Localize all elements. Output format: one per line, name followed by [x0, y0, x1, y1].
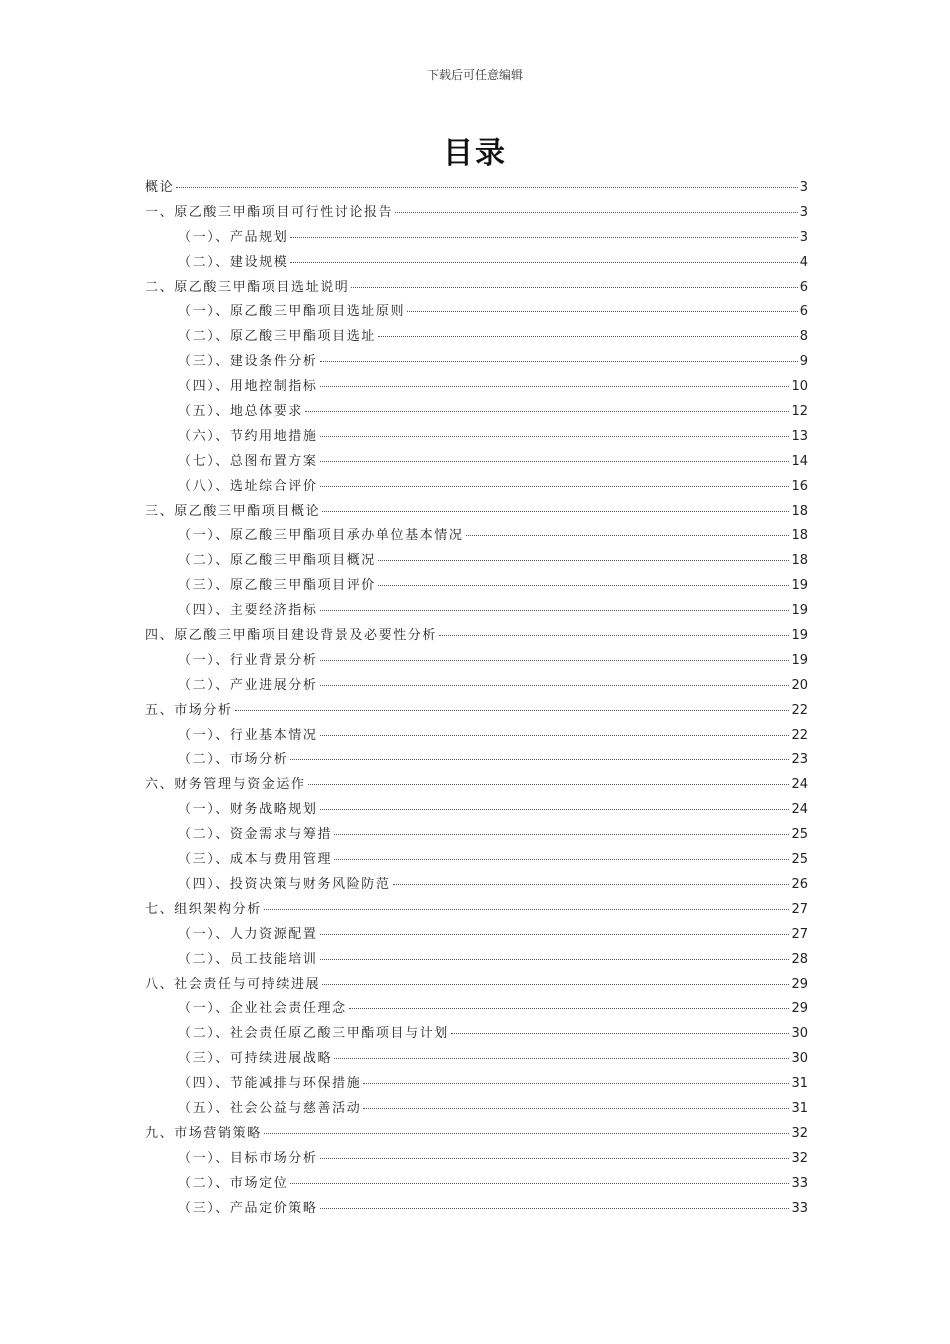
toc-dot-leader — [407, 311, 798, 312]
toc-entry-page-number: 24 — [791, 777, 808, 793]
toc-dot-leader — [320, 486, 790, 487]
toc-entry-page-number: 23 — [791, 752, 808, 768]
toc-entry-page-number: 13 — [791, 428, 808, 444]
toc-entry-label: （八）、选址综合评价 — [178, 478, 318, 494]
toc-dot-leader — [320, 1158, 790, 1159]
toc-dot-leader — [320, 735, 790, 736]
toc-dot-leader — [451, 1033, 790, 1034]
toc-dot-leader — [393, 884, 790, 885]
toc-entry[interactable] — [145, 874, 808, 899]
toc-dot-leader — [290, 262, 797, 263]
toc-dot-leader — [334, 859, 789, 860]
toc-entry-label: （七）、总图布置方案 — [178, 453, 318, 469]
toc-entry[interactable] — [145, 575, 808, 600]
toc-entry-page-number: 6 — [799, 304, 808, 320]
toc-entry-label: 概论 — [145, 180, 175, 195]
toc-entry-page-number: 28 — [791, 951, 808, 967]
toc-entry[interactable] — [145, 401, 808, 426]
toc-entry[interactable] — [145, 974, 808, 999]
table-of-contents — [145, 177, 808, 1222]
toc-entry-label: 六、财务管理与资金运作 — [145, 777, 306, 793]
toc-entry-label: （二）、员工技能培训 — [178, 951, 318, 967]
toc-entry-label: 九、市场营销策略 — [145, 1125, 262, 1141]
toc-entry[interactable] — [145, 1023, 808, 1048]
toc-entry-page-number: 3 — [799, 180, 808, 195]
toc-entry[interactable] — [145, 824, 808, 849]
toc-entry[interactable] — [145, 476, 808, 501]
toc-entry[interactable] — [145, 899, 808, 924]
toc-entry-label: （四）、用地控制指标 — [178, 379, 318, 395]
toc-dot-leader — [378, 560, 790, 561]
toc-dot-leader — [320, 386, 790, 387]
toc-dot-leader — [320, 361, 798, 362]
toc-dot-leader — [320, 959, 790, 960]
toc-dot-leader — [235, 710, 790, 711]
toc-entry-label: （二）、原乙酸三甲酯项目选址 — [178, 329, 376, 345]
toc-entry-label: （二）、资金需求与筹措 — [178, 827, 333, 843]
toc-dot-leader — [363, 1108, 789, 1109]
toc-entry-page-number: 33 — [791, 1200, 808, 1216]
toc-entry[interactable] — [145, 426, 808, 451]
toc-entry-page-number: 31 — [791, 1100, 808, 1116]
toc-entry-label: 三、原乙酸三甲酯项目概论 — [145, 503, 321, 519]
toc-entry-label: （二）、市场定位 — [178, 1175, 289, 1191]
toc-entry-page-number: 10 — [791, 379, 808, 395]
toc-dot-leader — [320, 436, 790, 437]
toc-entry[interactable] — [145, 650, 808, 675]
toc-dot-leader — [290, 237, 797, 238]
toc-entry-label: 五、市场分析 — [145, 702, 233, 718]
toc-entry[interactable] — [145, 202, 808, 227]
toc-entry-label: （四）、投资决策与财务风险防范 — [178, 876, 391, 892]
toc-entry-label: （一）、原乙酸三甲酯项目选址原则 — [178, 304, 406, 320]
toc-entry-label: （二）、市场分析 — [178, 752, 289, 768]
toc-dot-leader — [176, 187, 798, 188]
toc-entry[interactable] — [145, 849, 808, 874]
toc-entry-label: （一）、人力资源配置 — [178, 926, 318, 942]
toc-entry-label: （二）、产业进展分析 — [178, 677, 318, 693]
toc-dot-leader — [290, 759, 789, 760]
toc-entry-label: （一）、行业背景分析 — [178, 652, 318, 668]
toc-dot-leader — [439, 635, 789, 636]
toc-entry-page-number: 14 — [791, 453, 808, 469]
toc-entry-page-number: 20 — [791, 677, 808, 693]
toc-entry[interactable] — [145, 252, 808, 277]
toc-entry-label: 七、组织架构分析 — [145, 901, 262, 917]
toc-entry-label: （五）、社会公益与慈善活动 — [178, 1100, 362, 1116]
toc-dot-leader — [322, 511, 789, 512]
toc-entry-page-number: 30 — [791, 1051, 808, 1067]
toc-entry-page-number: 25 — [791, 827, 808, 843]
toc-entry[interactable] — [145, 700, 808, 725]
toc-entry-label: （三）、产品定价策略 — [178, 1200, 318, 1216]
toc-entry[interactable] — [145, 1123, 808, 1148]
toc-entry[interactable] — [145, 799, 808, 824]
toc-dot-leader — [320, 809, 790, 810]
toc-dot-leader — [334, 1058, 789, 1059]
toc-entry-page-number: 31 — [791, 1076, 808, 1092]
toc-dot-leader — [290, 1183, 789, 1184]
toc-dot-leader — [349, 1008, 790, 1009]
toc-entry-page-number: 19 — [791, 628, 808, 644]
toc-entry-label: （三）、原乙酸三甲酯项目评价 — [178, 578, 376, 594]
toc-entry-page-number: 12 — [791, 404, 808, 420]
toc-dot-leader — [378, 585, 790, 586]
toc-dot-leader — [466, 535, 790, 536]
toc-entry[interactable] — [145, 949, 808, 974]
toc-entry-page-number: 22 — [791, 702, 808, 718]
toc-entry-page-number: 6 — [799, 279, 808, 295]
toc-dot-leader — [334, 834, 789, 835]
toc-entry-label: 一、原乙酸三甲酯项目可行性讨论报告 — [145, 204, 394, 220]
toc-dot-leader — [264, 909, 790, 910]
toc-dot-leader — [305, 411, 790, 412]
toc-dot-leader — [264, 1133, 790, 1134]
toc-dot-leader — [320, 685, 790, 686]
toc-entry[interactable] — [145, 749, 808, 774]
toc-dot-leader — [320, 660, 790, 661]
toc-entry-label: （五）、地总体要求 — [178, 404, 303, 420]
toc-entry-page-number: 33 — [791, 1175, 808, 1191]
toc-entry-page-number: 19 — [791, 652, 808, 668]
toc-entry-label: （六）、节约用地措施 — [178, 428, 318, 444]
toc-entry[interactable] — [145, 501, 808, 526]
toc-entry[interactable] — [145, 550, 808, 575]
toc-entry-label: （二）、社会责任原乙酸三甲酯项目与计划 — [178, 1026, 449, 1042]
toc-dot-leader — [320, 934, 790, 935]
toc-entry-label: （一）、行业基本情况 — [178, 727, 318, 743]
toc-entry-page-number: 25 — [791, 852, 808, 868]
toc-entry-label: （一）、原乙酸三甲酯项目承办单位基本情况 — [178, 528, 464, 544]
toc-entry-page-number: 29 — [791, 976, 808, 992]
toc-entry-page-number: 9 — [799, 354, 808, 370]
toc-entry-label: （一）、财务战略规划 — [178, 802, 318, 818]
toc-entry[interactable] — [145, 1148, 808, 1173]
toc-entry[interactable] — [145, 725, 808, 750]
toc-entry-page-number: 4 — [799, 254, 808, 270]
toc-entry-label: （一）、企业社会责任理念 — [178, 1001, 347, 1017]
toc-entry[interactable] — [145, 1173, 808, 1198]
toc-dot-leader — [320, 461, 790, 462]
toc-dot-leader — [322, 984, 789, 985]
toc-entry-page-number: 19 — [791, 603, 808, 619]
toc-entry-page-number: 27 — [791, 901, 808, 917]
page-header: 下载后可任意编辑 — [426, 68, 523, 82]
toc-entry[interactable] — [145, 625, 808, 650]
toc-dot-leader — [395, 212, 798, 213]
toc-entry-label: （四）、主要经济指标 — [178, 603, 318, 619]
toc-entry-page-number: 29 — [791, 1001, 808, 1017]
toc-entry[interactable] — [145, 451, 808, 476]
toc-entry-page-number: 30 — [791, 1026, 808, 1042]
toc-dot-leader — [320, 610, 790, 611]
toc-entry-page-number: 8 — [799, 329, 808, 345]
toc-dot-leader — [351, 287, 797, 288]
page-title: 目录 — [443, 136, 507, 171]
toc-entry-page-number: 24 — [791, 802, 808, 818]
toc-dot-leader — [320, 1208, 790, 1209]
toc-entry[interactable] — [145, 326, 808, 351]
toc-entry[interactable] — [145, 1198, 808, 1223]
toc-entry[interactable] — [145, 998, 808, 1023]
toc-entry-label: 八、社会责任与可持续进展 — [145, 976, 321, 992]
toc-entry-label: 四、原乙酸三甲酯项目建设背景及必要性分析 — [145, 628, 438, 644]
toc-entry-page-number: 32 — [791, 1150, 808, 1166]
toc-entry[interactable] — [145, 351, 808, 376]
toc-entry-label: （二）、原乙酸三甲酯项目概况 — [178, 553, 376, 569]
toc-entry[interactable] — [145, 1098, 808, 1123]
toc-entry-page-number: 3 — [799, 229, 808, 245]
toc-dot-leader — [363, 1083, 789, 1084]
toc-entry-label: （四）、节能减排与环保措施 — [178, 1076, 362, 1092]
toc-entry[interactable] — [145, 177, 808, 202]
toc-entry-label: （一）、产品规划 — [178, 229, 289, 245]
toc-entry-page-number: 18 — [791, 528, 808, 544]
toc-entry-page-number: 16 — [791, 478, 808, 494]
toc-entry-label: 二、原乙酸三甲酯项目选址说明 — [145, 279, 350, 295]
toc-entry-page-number: 3 — [799, 204, 808, 220]
toc-entry[interactable] — [145, 525, 808, 550]
toc-entry[interactable] — [145, 1073, 808, 1098]
toc-entry-page-number: 19 — [791, 578, 808, 594]
toc-dot-leader — [378, 336, 798, 337]
toc-entry-page-number: 32 — [791, 1125, 808, 1141]
toc-entry-label: （三）、可持续进展战略 — [178, 1051, 333, 1067]
toc-entry[interactable] — [145, 1048, 808, 1073]
toc-entry[interactable] — [145, 675, 808, 700]
toc-entry-page-number: 18 — [791, 553, 808, 569]
toc-entry-label: （一）、目标市场分析 — [178, 1150, 318, 1166]
toc-entry[interactable] — [145, 924, 808, 949]
toc-entry-label: （三）、建设条件分析 — [178, 354, 318, 370]
toc-entry[interactable] — [145, 376, 808, 401]
toc-entry[interactable] — [145, 227, 808, 252]
toc-entry-label: （三）、成本与费用管理 — [178, 852, 333, 868]
toc-entry-page-number: 22 — [791, 727, 808, 743]
toc-entry[interactable] — [145, 277, 808, 302]
toc-entry-page-number: 26 — [791, 876, 808, 892]
toc-entry-page-number: 27 — [791, 926, 808, 942]
toc-dot-leader — [308, 784, 790, 785]
toc-entry[interactable] — [145, 301, 808, 326]
toc-entry[interactable] — [145, 774, 808, 799]
toc-entry[interactable] — [145, 600, 808, 625]
toc-entry-page-number: 18 — [791, 503, 808, 519]
toc-entry-label: （二）、建设规模 — [178, 254, 289, 270]
